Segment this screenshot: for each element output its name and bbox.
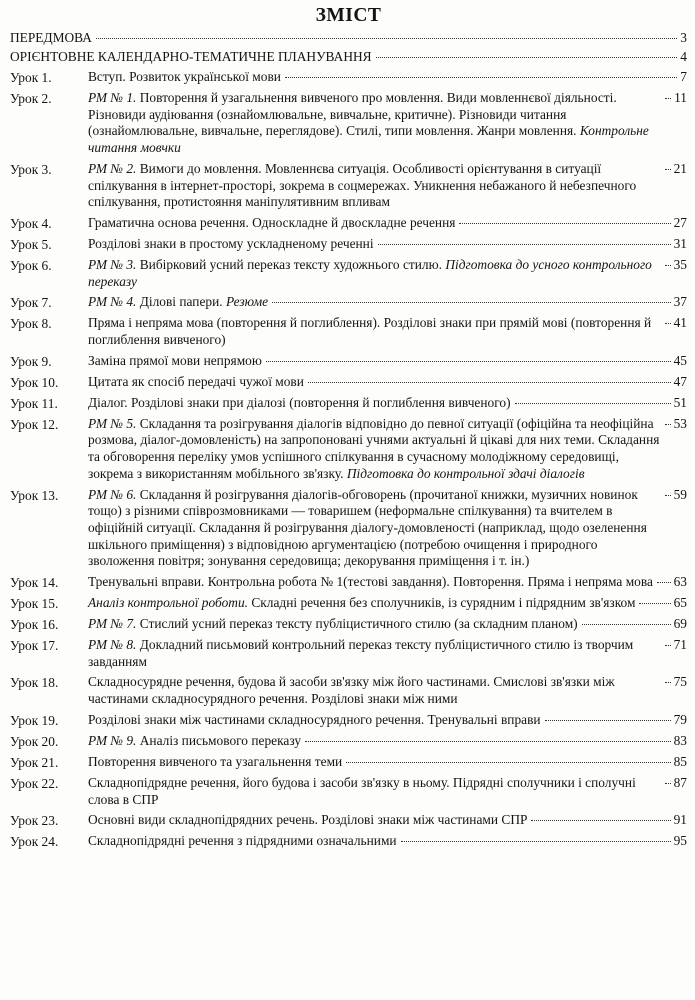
lesson-body	[88, 315, 687, 348]
lesson-rm-label: РМ № 8.	[88, 637, 137, 653]
lesson-topic: Тренувальні вправи. Контрольна робота № 1(тестові завдання). Повторення. Пряма і непряма мова	[88, 574, 653, 590]
toc-lesson-entry[interactable]	[10, 236, 687, 253]
lesson-label: Урок 22.	[10, 775, 59, 791]
page-number: 45	[673, 352, 687, 368]
lesson-tail: Підготовка до контрольної здачі діалогів	[346, 465, 585, 481]
toc-lesson-entry[interactable]	[10, 374, 687, 391]
page-number: 41	[673, 315, 687, 331]
lesson-topic: Складнопідрядні речення з підрядними означальними	[88, 833, 397, 849]
dot-leader	[401, 841, 671, 842]
lesson-text	[88, 775, 661, 808]
lesson-body	[88, 294, 687, 311]
lesson-line	[88, 674, 687, 707]
lesson-topic: Основні види складнопідрядних речень. Розділові знаки між частинами СПР	[88, 812, 528, 828]
dot-leader	[346, 762, 670, 763]
toc-front-entry[interactable]	[10, 48, 687, 65]
lesson-line	[88, 69, 687, 86]
lesson-tail: Підготовка до усного контрольного переказу	[88, 256, 652, 289]
page-number: 91	[673, 812, 687, 828]
lesson-body	[88, 374, 687, 391]
lesson-topic: Складання та розігрування діалогів відповідно до певної ситуації (офіційна та неофіційна розмова, діалог-домовленість) на запропоновані учнями актуальні й цікаві для них теми. Складання та обговорення переліку умов успішного спілкування в сучасному молодіжному середовищі, зокрема з використанням мобільного зв'язку.	[88, 415, 660, 481]
lesson-topic: Граматична основа речення. Односкладне й двоскладне речення	[88, 214, 456, 230]
page-number: 4	[680, 49, 687, 64]
lesson-topic: Повторення й узагальнення вивченого про мовлення. Види мовленнєвої діяльності. Різновиди аудіювання (ознайомлювальне, вивчальне, критичне). Різновиди читання (ознайомлювальне, вивчальне, переглядове). Стилі, типи мовлення. Жанри мовлення.	[88, 90, 617, 139]
dot-leader	[665, 323, 671, 324]
dot-leader	[515, 403, 671, 404]
toc-lesson-entry[interactable]	[10, 595, 687, 612]
lesson-label: Урок 23.	[10, 813, 59, 829]
dot-leader	[308, 382, 671, 383]
page-number: 85	[673, 753, 687, 769]
lesson-label: Урок 19.	[10, 712, 59, 728]
lesson-label: Урок 20.	[10, 733, 59, 749]
lesson-label: Урок 10.	[10, 374, 59, 390]
lesson-rm-label: РМ № 2.	[88, 160, 137, 176]
lesson-text	[88, 395, 511, 412]
lesson-label: Урок 3.	[10, 161, 52, 177]
lesson-topic: Діалог. Розділові знаки при діалозі (повторення й поглиблення вивченого)	[88, 394, 511, 410]
lesson-line	[88, 374, 687, 391]
lesson-text	[88, 353, 262, 370]
lesson-topic: Стислий усний переказ тексту публіцистичного стилю (за складним планом)	[139, 616, 578, 632]
lesson-line	[88, 315, 687, 348]
lesson-topic: Цитата як спосіб передачі чужої мови	[88, 373, 304, 389]
page-number: 71	[673, 637, 687, 653]
lesson-label: Урок 16.	[10, 617, 59, 633]
lesson-label: Урок 5.	[10, 236, 52, 252]
lesson-rm-label: РМ № 4.	[88, 294, 137, 310]
lesson-text	[88, 236, 374, 253]
lesson-topic: Складносурядне речення, будова й засоби зв'язку між його частинами. Смислові зв'язки між частинами складносурядного речення. Розділові знаки між ними	[88, 674, 615, 707]
dot-leader	[665, 265, 671, 266]
lesson-label: Урок 7.	[10, 295, 52, 311]
lesson-line	[88, 257, 687, 290]
lesson-line	[88, 733, 687, 750]
lesson-body	[88, 161, 687, 211]
toc-front-entry[interactable]	[10, 29, 687, 46]
toc-lesson-entry[interactable]	[10, 812, 687, 829]
dot-leader	[531, 820, 670, 821]
lesson-body	[88, 487, 687, 571]
front-matter	[10, 29, 687, 65]
page-number: 51	[673, 394, 687, 410]
lesson-body	[88, 637, 687, 670]
toc-lesson-entry[interactable]	[10, 395, 687, 412]
lesson-topic: Аналіз письмового переказу	[139, 732, 302, 748]
toc-lesson-entry[interactable]	[10, 733, 687, 750]
lesson-line	[88, 236, 687, 253]
toc-lesson-entry[interactable]	[10, 69, 687, 86]
toc-lesson-entry[interactable]	[10, 353, 687, 370]
lesson-topic: Заміна прямої мови непрямою	[88, 352, 262, 368]
page-number: 11	[674, 90, 687, 105]
dot-leader	[266, 361, 671, 362]
lesson-body	[88, 775, 687, 808]
lesson-line	[88, 90, 687, 157]
dot-leader	[582, 624, 671, 625]
page-number: 75	[673, 674, 687, 690]
lesson-text	[88, 712, 541, 729]
lesson-label: Урок 24.	[10, 834, 59, 850]
lesson-body	[88, 733, 687, 750]
lesson-line	[88, 353, 687, 370]
lesson-line	[88, 616, 687, 633]
lesson-label: Урок 4.	[10, 215, 52, 231]
dot-leader	[665, 169, 671, 170]
page-number: 65	[673, 595, 687, 611]
lesson-text	[88, 833, 397, 850]
page-number: 21	[673, 160, 687, 176]
lesson-list	[10, 69, 687, 850]
lesson-body	[88, 595, 687, 612]
lesson-line	[88, 595, 687, 612]
dot-leader	[378, 244, 671, 245]
lesson-label: Урок 6.	[10, 257, 52, 273]
lesson-text	[88, 294, 268, 311]
toc-lesson-entry[interactable]	[10, 315, 687, 348]
toc-lesson-entry[interactable]	[10, 90, 687, 157]
lesson-rm-label: РМ № 3.	[88, 256, 137, 272]
lesson-line	[88, 637, 687, 670]
toc-lesson-entry[interactable]	[10, 616, 687, 633]
dot-leader	[665, 424, 671, 425]
toc-title: ЗМІСТ	[315, 5, 382, 26]
lesson-topic: Вступ. Розвиток української мови	[88, 69, 281, 84]
dot-leader	[459, 223, 670, 224]
lesson-topic: Повторення вивченого та узагальнення теми	[88, 753, 343, 769]
toc-lesson-entry[interactable]	[10, 754, 687, 771]
page-number: 35	[673, 256, 687, 272]
lesson-text	[88, 595, 635, 612]
lesson-label: Урок 15.	[10, 596, 59, 612]
page-number: 87	[673, 774, 687, 790]
lesson-line	[88, 215, 687, 232]
toc-lesson-entry[interactable]	[10, 294, 687, 311]
toc-lesson-entry[interactable]	[10, 487, 687, 571]
lesson-text	[88, 674, 661, 707]
lesson-text	[88, 637, 661, 670]
lesson-topic: Докладний письмовий контрольний переказ тексту публіцистичного стилю із творчим завданням	[88, 637, 634, 669]
lesson-line	[88, 754, 687, 771]
lesson-line	[88, 487, 687, 571]
lesson-body	[88, 395, 687, 412]
lesson-text	[88, 315, 661, 348]
lesson-text	[88, 215, 455, 232]
page-number: 63	[673, 574, 687, 590]
lesson-topic: Складні речення без сполучників, із сурядним і підрядним зв'язком	[251, 595, 636, 611]
lesson-line	[88, 161, 687, 211]
lesson-body	[88, 754, 687, 771]
lesson-label: Урок 17.	[10, 638, 59, 654]
lesson-line	[88, 574, 687, 591]
toc-lesson-entry[interactable]	[10, 416, 687, 483]
page-number: 95	[673, 833, 687, 849]
dot-leader	[545, 720, 671, 721]
lesson-text	[88, 812, 527, 829]
toc-lesson-entry[interactable]	[10, 161, 687, 211]
lesson-text	[88, 487, 661, 571]
lesson-text	[88, 733, 301, 750]
lesson-label: Урок 13.	[10, 487, 59, 503]
lesson-rm-label: РМ № 6.	[88, 486, 137, 502]
lesson-tail: Контрольне читання мовчки	[88, 123, 649, 156]
lesson-label: Урок 21.	[10, 754, 59, 770]
toc-lesson-entry[interactable]	[10, 775, 687, 808]
lesson-label: Урок 1.	[10, 70, 52, 85]
lesson-tail: Резюме	[225, 294, 269, 310]
dot-leader	[657, 582, 671, 583]
page-number: 31	[673, 235, 687, 251]
lesson-body	[88, 574, 687, 591]
lesson-label: Урок 12.	[10, 416, 59, 432]
dot-leader	[639, 603, 670, 604]
dot-leader	[96, 38, 677, 39]
lesson-body	[88, 833, 687, 850]
lesson-body	[88, 215, 687, 232]
lesson-text	[88, 90, 661, 157]
lesson-body	[88, 353, 687, 370]
toc-lesson-entry[interactable]	[10, 257, 687, 290]
entry-title: ОРІЄНТОВНЕ КАЛЕНДАРНО-ТЕМАТИЧНЕ ПЛАНУВАННЯ	[10, 49, 372, 64]
lesson-rm-label: РМ № 1.	[88, 90, 137, 105]
toc-lesson-entry[interactable]	[10, 674, 687, 707]
lesson-body	[88, 674, 687, 707]
lesson-line	[88, 294, 687, 311]
lesson-rm-label: Аналіз контрольної роботи.	[88, 595, 248, 611]
lesson-topic: Вимоги до мовлення. Мовленнєва ситуація. Особливості орієнтування в ситуації спілкування в інтернет-просторі, зокрема в соцмережах. Уникнення небажаного й небезпечного спілкування, протистояння маніпулятивним впливам	[88, 160, 637, 210]
lesson-body	[88, 812, 687, 829]
lesson-text	[88, 416, 661, 483]
toc-lesson-entry[interactable]	[10, 833, 687, 850]
lesson-text	[88, 374, 304, 391]
lesson-text	[88, 69, 281, 86]
entry-title: ПЕРЕДМОВА	[10, 30, 92, 45]
lesson-body	[88, 712, 687, 729]
lesson-topic: Розділові знаки в простому ускладненому реченні	[88, 235, 374, 251]
lesson-text	[88, 616, 578, 633]
lesson-line	[88, 812, 687, 829]
page-number: 69	[673, 616, 687, 632]
page-number: 3	[680, 30, 687, 45]
page-number: 83	[673, 732, 687, 748]
lesson-line	[88, 416, 687, 483]
lesson-text	[88, 257, 661, 290]
dot-leader	[285, 77, 677, 78]
lesson-line	[88, 712, 687, 729]
lesson-line	[88, 395, 687, 412]
dot-leader	[305, 741, 671, 742]
lesson-label: Урок 8.	[10, 316, 52, 332]
lesson-text	[88, 574, 653, 591]
lesson-body	[88, 236, 687, 253]
lesson-label: Урок 2.	[10, 91, 52, 106]
lesson-label: Урок 9.	[10, 353, 52, 369]
page-number: 37	[673, 294, 687, 310]
lesson-body	[88, 616, 687, 633]
toc-lesson-entry[interactable]	[10, 712, 687, 729]
toc-lesson-entry[interactable]	[10, 637, 687, 670]
lesson-rm-label: РМ № 7.	[88, 616, 137, 632]
lesson-line	[88, 775, 687, 808]
lesson-rm-label: РМ № 5.	[88, 415, 137, 431]
lesson-topic: Ділові папери.	[139, 294, 223, 310]
lesson-topic: Складнопідрядне речення, його будова і засоби зв'язку в ньому. Підрядні сполучники і сполучні слова в СПР	[88, 774, 636, 807]
lesson-topic: Розділові знаки між частинами складносурядного речення. Тренувальні вправи	[88, 711, 541, 727]
lesson-topic: Вибірковий усний переказ тексту художнього стилю.	[139, 256, 442, 272]
lesson-topic: Складання й розігрування діалогів-обговорень (прочитаної книжки, музичних новинок тощо) з різними співрозмовниками — товаришем (неформальне спілкування) та вчителем в офіційній ситуації. Складання й розігрування діалогу-домовленості (наприклад, щодо озеленення шкільного приміщення) з відповідною аргументацією (потребою очищення і природного зволоження повітря; зонування середовища; декорування приміщення і т. ін.)	[88, 486, 647, 569]
page-number: 47	[673, 373, 687, 389]
lesson-label: Урок 14.	[10, 575, 59, 591]
dot-leader	[376, 57, 678, 58]
page-number: 7	[680, 69, 687, 84]
lesson-rm-label: РМ № 9.	[88, 732, 137, 748]
dot-leader	[665, 783, 671, 784]
lesson-text	[88, 161, 661, 211]
page-number: 27	[673, 214, 687, 230]
page-number: 79	[673, 711, 687, 727]
lesson-body	[88, 69, 687, 86]
page-number: 53	[673, 415, 687, 431]
lesson-label: Урок 11.	[10, 395, 58, 411]
toc-lesson-entry[interactable]	[10, 215, 687, 232]
lesson-label: Урок 18.	[10, 675, 59, 691]
lesson-body	[88, 257, 687, 290]
lesson-body	[88, 90, 687, 157]
dot-leader	[272, 302, 671, 303]
lesson-body	[88, 416, 687, 483]
dot-leader	[665, 98, 671, 99]
page-number: 59	[673, 486, 687, 502]
dot-leader	[665, 495, 671, 496]
toc-lesson-entry[interactable]	[10, 574, 687, 591]
lesson-text	[88, 754, 342, 771]
lesson-topic: Пряма і непряма мова (повторення й поглиблення). Розділові знаки при прямій мові (повторення й поглиблення вивченого)	[88, 315, 652, 348]
dot-leader	[665, 682, 671, 683]
dot-leader	[665, 645, 671, 646]
lesson-line	[88, 833, 687, 850]
